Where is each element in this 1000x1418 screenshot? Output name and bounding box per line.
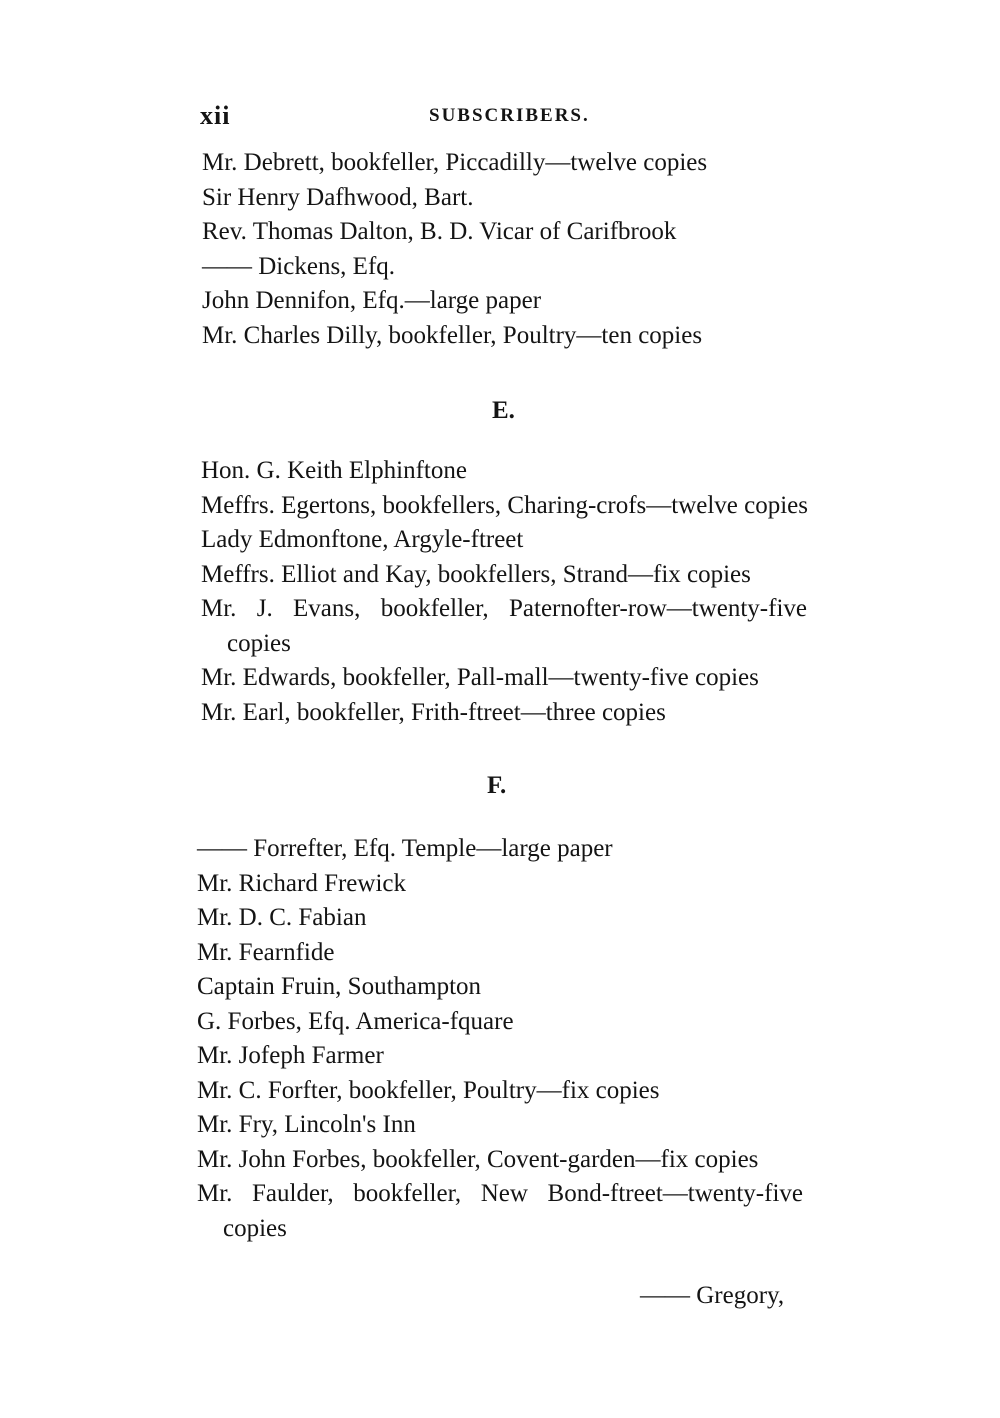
section-f — [0, 832, 1000, 1246]
subscriber-entry: Mr. C. Forfter, bookfeller, Poultry—fix copies — [197, 1076, 660, 1104]
subscriber-entry: Meffrs. Elliot and Kay, bookfellers, Strand—fix copies — [201, 560, 751, 588]
subscriber-entry: Mr. Charles Dilly, bookfeller, Poultry—ten copies — [202, 321, 703, 349]
subscriber-entry: Meffrs. Egertons, bookfellers, Charing-crofs—twelve copies — [201, 491, 809, 519]
section-d-list — [0, 146, 1000, 353]
subscriber-entry-continuation: copies — [227, 629, 291, 657]
subscriber-entry: Sir Henry Dafhwood, Bart. — [202, 183, 474, 211]
subscriber-entry: Rev. Thomas Dalton, B. D. Vicar of Carifbrook — [202, 218, 677, 245]
subscriber-entry: G. Forbes, Efq. America-fquare — [197, 1007, 514, 1035]
section-e-letter: E. — [492, 397, 515, 424]
subscriber-entry: Mr. John Forbes, bookfeller, Covent-garden—fix copies — [197, 1145, 759, 1173]
catchword: —— Gregory, — [640, 1282, 785, 1309]
subscriber-entry: —— Dickens, Efq. — [202, 252, 396, 280]
subscriber-entry: —— Forrefter, Efq. Temple—large paper — [197, 835, 613, 862]
running-title: SUBSCRIBERS. — [429, 105, 590, 126]
subscriber-entry: Mr. Edwards, bookfeller, Pall-mall—twenty-five copies — [201, 664, 759, 691]
subscriber-entry: Mr. Fearnfide — [197, 938, 335, 966]
subscriber-entry: Hon. G. Keith Elphinftone — [201, 457, 467, 484]
section-f-letter: F. — [487, 772, 507, 799]
subscriber-entry: Mr. Debrett, bookfeller, Piccadilly—twelve copies — [202, 149, 708, 176]
subscriber-entry: Mr. Jofeph Farmer — [197, 1042, 384, 1069]
subscriber-entry: Mr. Faulder, bookfeller, New Bond-ftreet—twenty-five — [197, 1180, 803, 1207]
subscriber-entry: Mr. J. Evans, bookfeller, Paternofter-row—twenty-five — [201, 595, 807, 622]
section-d — [0, 146, 1000, 353]
subscriber-entry: John Dennifon, Efq.—large paper — [202, 287, 542, 314]
section-f-list — [0, 832, 1000, 1246]
subscriber-entry: Mr. Richard Frewick — [197, 869, 406, 897]
subscriber-entry: Mr. Fry, Lincoln's Inn — [197, 1111, 416, 1138]
page-number: xii — [200, 101, 231, 130]
section-e — [0, 454, 1000, 730]
section-e-list — [0, 454, 1000, 730]
running-head — [200, 101, 810, 133]
subscriber-entry: Mr. D. C. Fabian — [197, 904, 367, 931]
subscriber-entry: Captain Fruin, Southampton — [197, 973, 482, 1000]
subscriber-entry-continuation: copies — [223, 1214, 287, 1242]
subscriber-entry: Mr. Earl, bookfeller, Frith-ftreet—three copies — [201, 698, 666, 726]
subscriber-entry: Lady Edmonftone, Argyle-ftreet — [201, 526, 524, 553]
